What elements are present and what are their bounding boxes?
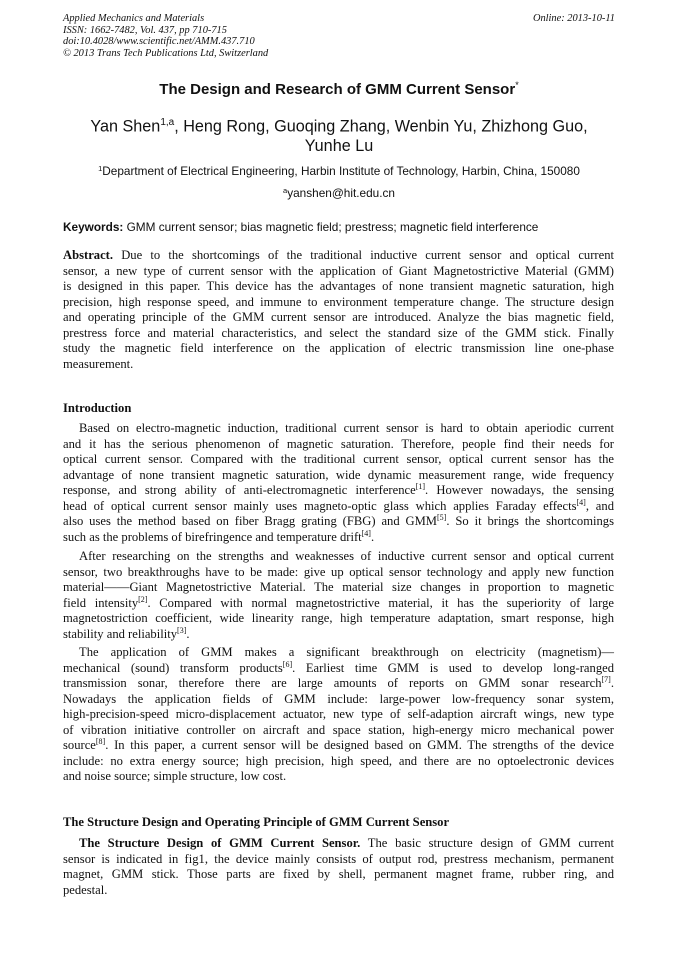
author-list: [63, 113, 615, 156]
text-line: magnetostriction coefficient, wide linearity range, high temperature adaptation, smart response, high: [63, 611, 614, 625]
text-line: [63, 530, 614, 546]
affiliation: [63, 164, 615, 178]
journal-header: [63, 13, 268, 59]
keywords-text: GMM current sensor; bias magnetic field; prestress; magnetic field interference: [126, 220, 539, 234]
structure-paragraph: [63, 836, 614, 898]
text-line: pedestal.: [63, 882, 108, 897]
text-line: Nowadays the application fields of GMM include: large-power low-frequency sonar system,: [63, 691, 614, 706]
text-line: [63, 627, 614, 643]
text-run: source: [63, 738, 96, 752]
text-line: material——Giant Magnetostrictive Material. The material size changes in proportion to magnetic: [63, 580, 614, 594]
email: [63, 186, 615, 200]
affiliation-sup: 1: [98, 164, 103, 173]
issn-line: ISSN: 1662-7482, Vol. 437, pp 710-715: [63, 24, 227, 36]
text-line: [63, 483, 614, 499]
text-run: mechanical (sound) transform products: [63, 660, 283, 675]
first-author-sup: 1,a: [160, 117, 175, 128]
citation-ref: [3]: [177, 625, 187, 635]
text-line: and noise source; simple structure, low cost.: [63, 769, 287, 783]
paper-title: [63, 80, 615, 98]
abstract-line: and operating principle of the GMM current sensor are introduced. Analyze the bias magnetic field,: [63, 310, 614, 324]
text-line: [63, 661, 614, 677]
text-run: response, and strong ability of anti-electromagnetic interference: [63, 483, 416, 497]
abstract-line: measurement.: [63, 356, 134, 371]
text-line: magnet, GMM stick. Those parts are fixed by shell, permanent magnet frame, rubber ring, and: [63, 867, 614, 881]
text-run: such as the problems of birefringence and temperature drift: [63, 529, 362, 544]
section-heading-introduction: Introduction: [63, 401, 132, 415]
intro-paragraph-1: [63, 421, 614, 545]
text-run: stability and reliability: [63, 626, 178, 641]
citation-ref: [2]: [138, 594, 148, 604]
text-run: field intensity: [63, 595, 139, 610]
email-sup: a: [283, 186, 288, 195]
citation-ref: [4]: [576, 497, 586, 507]
citation-ref: [8]: [95, 737, 106, 746]
text-line: sensor, two breakthroughs have to be made: give up optical sensor technology and apply new function: [63, 564, 614, 579]
text-line: After researching on the strengths and weaknesses of inductive current sensor and optical current: [79, 549, 614, 563]
abstract: [63, 248, 614, 372]
section-heading-structure: The Structure Design and Operating Principle of GMM Current Sensor: [63, 815, 450, 829]
affiliation-text: Department of Electrical Engineering, Harbin Institute of Technology, Harbin, China, 150080: [102, 164, 580, 178]
text-line: [63, 499, 614, 515]
text-run: transmission sonar, therefore there are large amounts of reports on GMM sonar research: [63, 676, 602, 690]
text-run: , and: [585, 498, 614, 513]
other-authors: , Heng Rong, Guoqing Zhang, Wenbin Yu, Zhizhong Guo,: [174, 117, 588, 136]
citation-ref: [1]: [415, 482, 426, 491]
keywords: [63, 220, 615, 234]
text-line: of vibration initiative controller on aircraft and space station, high-energy micro mechanical power: [63, 722, 614, 737]
paper-title-text: The Design and Research of GMM Current Sensor: [159, 81, 516, 98]
text-line: [63, 738, 614, 754]
text-line: include: no extra energy source; high precision, high speed, and there are no optoelectronic devices: [63, 753, 614, 768]
text-run: . So it brings the shortcomings: [446, 514, 614, 528]
citation-ref: [6]: [282, 659, 293, 669]
text-line: [63, 676, 614, 692]
text-run: also uses the method based on fiber Bragg grating (FBG) and GMM: [63, 514, 438, 528]
text-line: [63, 514, 614, 530]
title-footnote-mark: *: [515, 80, 519, 90]
online-date: Online: 2013-10-11: [532, 13, 615, 24]
text-run: .: [370, 529, 375, 544]
text-line: [63, 596, 614, 612]
citation-ref: [7]: [601, 675, 611, 684]
citation-ref: [4]: [361, 528, 371, 538]
text-line: advantage of none transient magnetic saturation, wide dynamic measurement range, wide frequency: [63, 467, 614, 482]
text-run: . Earliest time GMM is used to develop long-ranged: [292, 660, 614, 675]
email-text: yanshen@hit.edu.cn: [287, 186, 395, 200]
copyright-line: © 2013 Trans Tech Publications Ltd, Switzerland: [63, 47, 269, 59]
text-line: sensor is indicated in fig1, the device mainly consists of output rod, prestress mechanism, permanent: [63, 851, 614, 866]
abstract-line: study the magnetic field interference on the application of electric transmission line one-phase: [63, 341, 614, 355]
text-line: The application of GMM makes a significant breakthrough on electricity (magnetism)—: [79, 645, 614, 659]
text-run: . However nowadays, the sensing: [425, 483, 615, 497]
subsection-label: The Structure Design of GMM Current Sensor.: [79, 836, 361, 850]
abstract-line: Due to the shortcomings of the traditional inductive current sensor and optical current: [113, 248, 614, 262]
journal-name: Applied Mechanics and Materials: [63, 13, 205, 24]
text-line: [63, 836, 614, 852]
text-run: .: [610, 676, 614, 690]
text-line: high-precision-speed micro-displacement actuator, new type of self-adaption aircraft wings, new type: [63, 707, 614, 721]
abstract-line: sensor, a new type of current sensor with the application of Giant Magnetostrictive Material (GMM): [63, 263, 614, 278]
keywords-label: Keywords:: [63, 220, 124, 234]
text-run: The basic structure design of GMM current: [360, 836, 614, 850]
abstract-line: precision, high response speed, and immune to environment temperature change. The structure design: [63, 294, 614, 309]
abstract-label: Abstract.: [63, 248, 114, 262]
doi-line: doi:10.4028/www.scientific.net/AMM.437.710: [63, 36, 255, 48]
text-run: . Compared with normal magnetostrictive material, it has the superiority of large: [147, 595, 614, 610]
first-author: Yan Shen: [90, 117, 161, 136]
citation-ref: [5]: [437, 513, 447, 522]
intro-paragraph-2: [63, 549, 614, 642]
last-author: Yunhe Lu: [304, 137, 374, 156]
text-run: .: [186, 626, 190, 641]
abstract-line: is designed in this paper. This device has the advantages of none transient magnetic saturation, high: [63, 279, 614, 293]
text-line: and it has the serious phenomenon of magnetic saturation. Therefore, people find their needs for: [63, 436, 614, 451]
text-run: . In this paper, a current sensor will be designed based on GMM. The strengths of the device: [105, 738, 614, 752]
text-line: Based on electro-magnetic induction, traditional current sensor is hard to obtain aperiodic current: [79, 421, 614, 435]
text-line: optical current sensor. Compared with the traditional current sensor, optical current sensor has the: [63, 452, 614, 466]
abstract-line: prestress force and material characteristics, and select the standard size of the GMM stick. Finally: [63, 325, 614, 340]
intro-paragraph-3: [63, 645, 614, 785]
text-run: head of optical current sensor mainly uses magneto-optic glass which applies Faraday effects: [63, 498, 577, 513]
